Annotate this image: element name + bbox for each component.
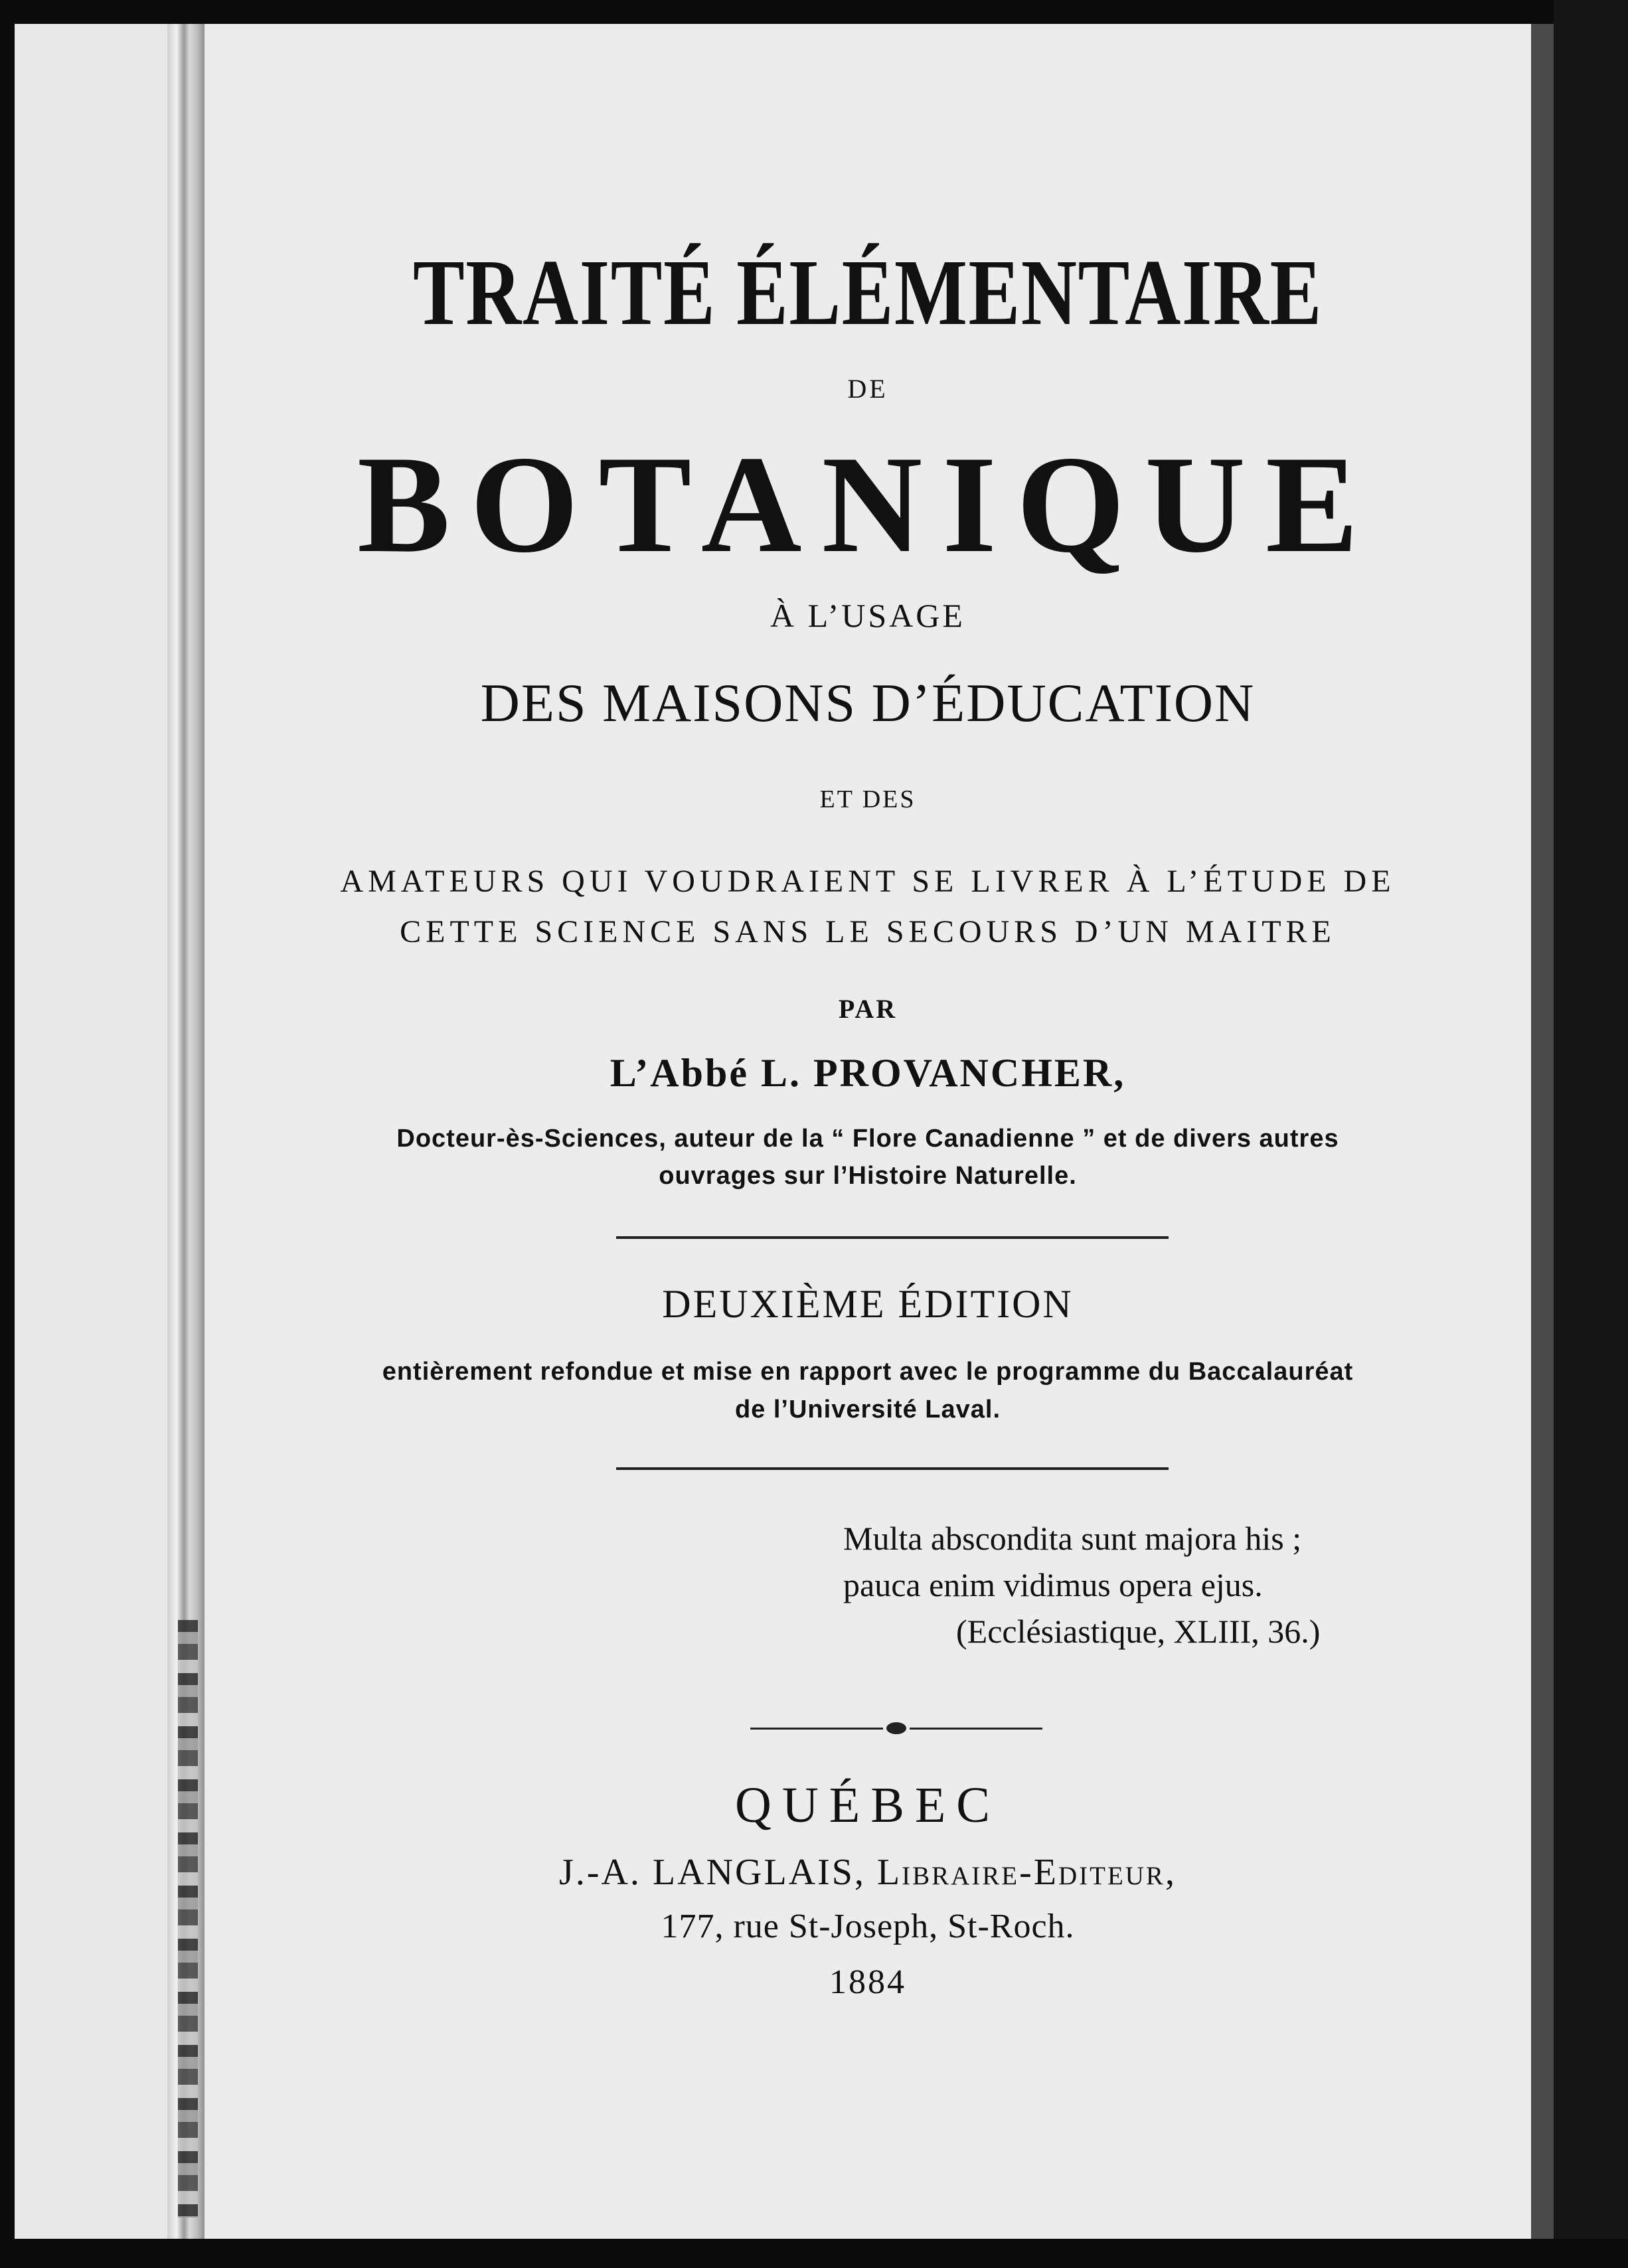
author-name: L’Abbé L. PROVANCHER, (610, 1051, 1126, 1095)
imprint-city: QUÉBEC (735, 1777, 1001, 1833)
amateurs-line-2: CETTE SCIENCE SANS LE SECOURS D’UN MAITRE (400, 914, 1336, 949)
scan-border-right (1554, 0, 1628, 2268)
divider-rule (616, 1236, 1169, 1239)
left-page (15, 24, 182, 2239)
divider-rule (616, 1467, 1169, 1470)
epigraph-source: (Ecclésiastique, XLIII, 36.) (956, 1613, 1321, 1650)
imprint-address: 177, rue St-Joseph, St-Roch. (661, 1907, 1075, 1945)
credentials-line-2: ouvrages sur l’Histoire Naturelle. (659, 1162, 1077, 1190)
imprint-year: 1884 (829, 1963, 906, 2001)
title-de: DE (847, 374, 888, 404)
epigraph-line-2: pauca enim vidimus opera ejus. (843, 1566, 1263, 1603)
ornament-bar (750, 1728, 883, 1730)
amateurs-line-1: AMATEURS QUI VOUDRAIENT SE LIVRER À L’ÉTUDE DE (340, 864, 1396, 899)
publisher-name: J.-A. LANGLAIS, (559, 1852, 866, 1893)
par-line: PAR (838, 994, 898, 1024)
binding-thread (178, 1620, 198, 2218)
title-line-1: TRAITÉ ÉLÉMENTAIRE (413, 240, 1323, 345)
refonte-line-2: de l’Université Laval. (734, 1396, 1001, 1423)
refonte-line-1: entièrement refondue et mise en rapport avec le programme du Baccalauréat (382, 1358, 1354, 1386)
ornament-dot (886, 1722, 906, 1734)
imprint-publisher (204, 1851, 1531, 1894)
scan-border-bottom (0, 2239, 1628, 2268)
scan-border-left (0, 0, 15, 2268)
scan-border-top (0, 0, 1628, 24)
maisons-line: DES MAISONS D’ÉDUCATION (480, 673, 1256, 733)
ornament-divider (750, 1721, 1042, 1737)
ornament-bar (910, 1728, 1042, 1730)
edition-line: DEUXIÈME ÉDITION (662, 1282, 1074, 1326)
credentials-line-1: Docteur-ès-Sciences, auteur de la “ Flore Canadienne ” et de divers autres (396, 1125, 1339, 1153)
epigraph-line-1: Multa abscondita sunt majora his ; (843, 1520, 1302, 1557)
title-main: BOTANIQUE (357, 428, 1378, 582)
usage-line: À L’USAGE (770, 597, 965, 634)
publisher-role: Libraire-Editeur, (876, 1852, 1177, 1893)
et-des-line: ET DES (819, 785, 916, 813)
